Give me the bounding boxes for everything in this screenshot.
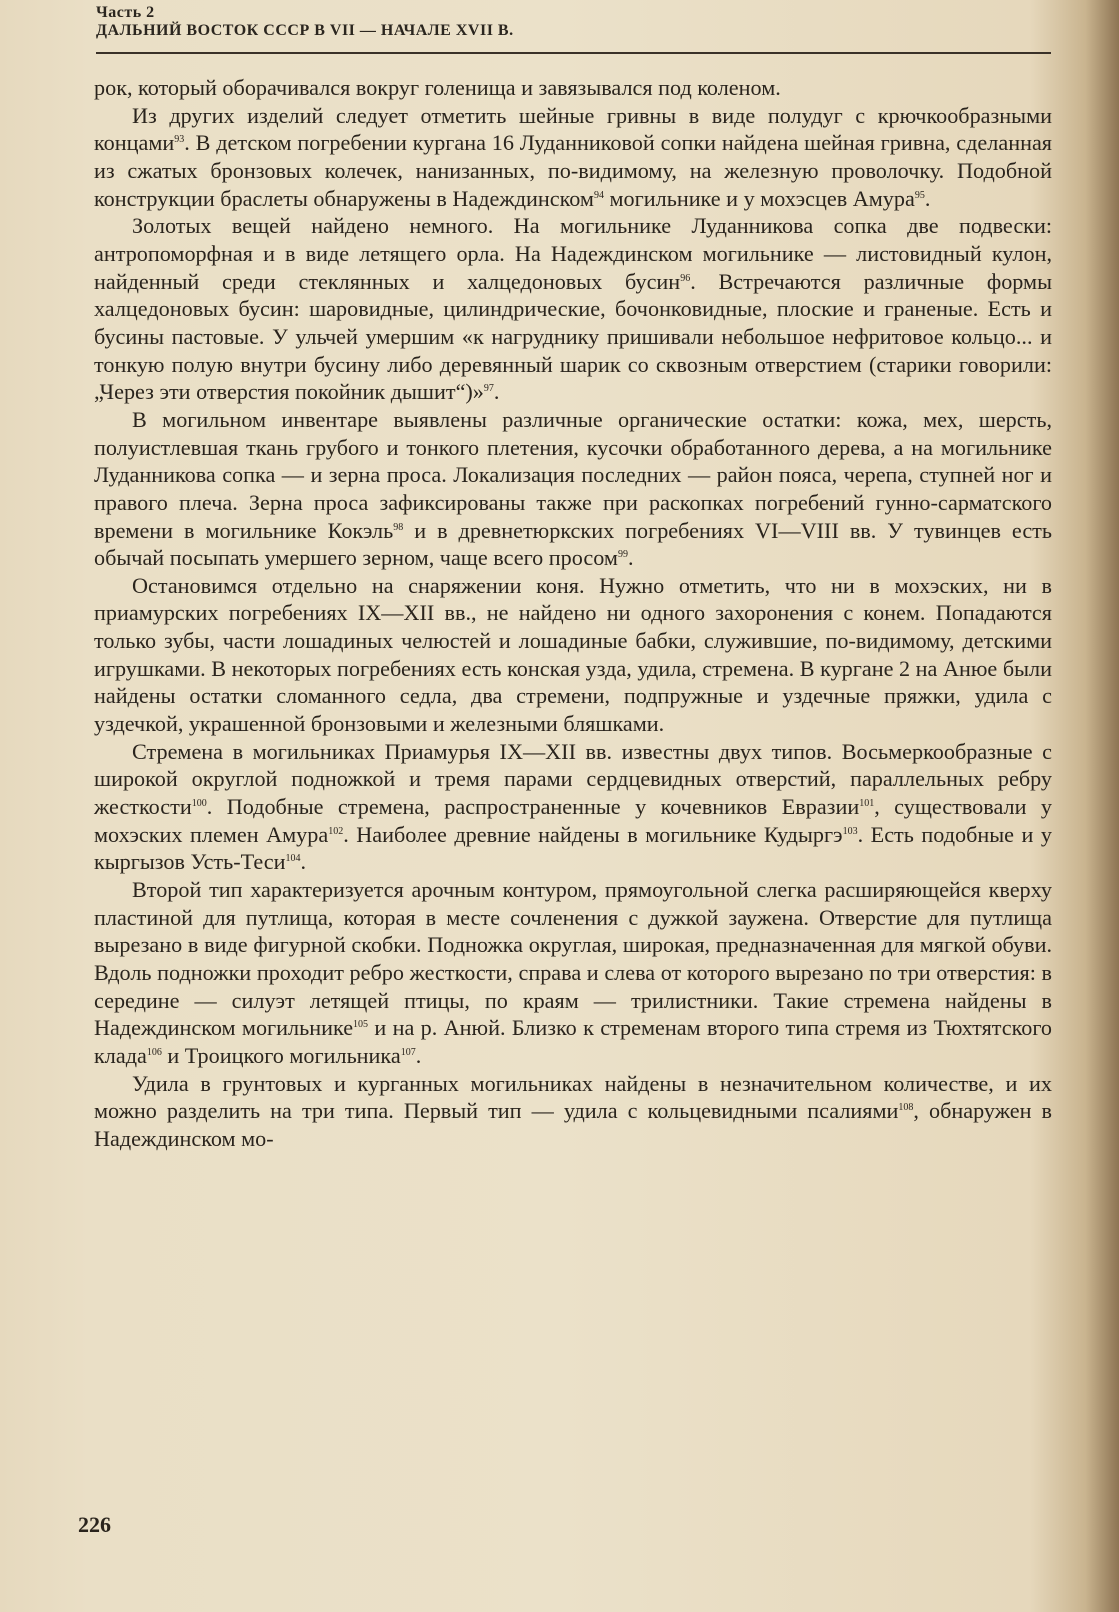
footnote-ref: 94 bbox=[593, 189, 604, 201]
text-run: Остановимся отдельно на снаряжении коня. Нужно отметить, что ни в мохэских, ни в приамурских погребениях IX—XII вв., не найдено ни одного захоронения с конем. Попадаются только зубы, части лошадиных челюстей и лошадиные бабки, служившие, по-видимому, детскими игрушками. В некоторых погребениях есть конская узда, удила, стремена. В кургане 2 на Анюе были найдены остатки сломанного седла, два стремени, подпружные и уздечные пряжки, удила с уздечкой, украшенной бронзовыми и железными бляшками. bbox=[94, 572, 1052, 737]
text-run: . bbox=[924, 185, 931, 211]
footnote-ref: 97 bbox=[483, 383, 494, 395]
footnote-ref: 96 bbox=[680, 272, 691, 284]
footnote-ref: 108 bbox=[898, 1102, 914, 1114]
body-text bbox=[94, 74, 1052, 1153]
text-run: , существовали у мохэских племен Амура bbox=[94, 794, 1052, 847]
text-run: . В детском погребении кургана 16 Луданниковой сопки найдена шейная гривна, сделанная из сжатых бронзовых колечек, нанизанных, по-видимому, на железную проволочку. Подобной конструкции браслеты обнаружены в Надеждинском bbox=[94, 130, 1052, 211]
footnote-ref: 93 bbox=[174, 134, 185, 146]
footnote-ref: 103 bbox=[842, 825, 858, 837]
text-run: рок, который оборачивался вокруг голенища и завязывался под коленом. bbox=[94, 75, 781, 100]
footnote-ref: 95 bbox=[914, 189, 925, 201]
text-run: Золотых вещей найдено немного. На могильнике Луданникова сопка две подвески: антропоморфная и в виде летящего орла. На Надеждинском могильнике — листовидный кулон, найденный среди стеклянных и халцедоновых бусин bbox=[94, 213, 1052, 294]
text-run: и Троицкого могильника bbox=[161, 1042, 401, 1068]
text-run: . bbox=[493, 379, 500, 405]
footnote-ref: 99 bbox=[617, 549, 628, 561]
running-header bbox=[96, 4, 1051, 40]
header-title: ДАЛЬНИЙ ВОСТОК СССР В VII — НАЧАЛЕ XVII В. bbox=[96, 22, 514, 39]
header-part: Часть 2 bbox=[96, 4, 155, 21]
paragraph-p4 bbox=[94, 572, 1052, 738]
text-run: . bbox=[627, 545, 634, 571]
paragraph-p5 bbox=[94, 738, 1052, 876]
text-run: В могильном инвентаре выявлены различные органические остатки: кожа, мех, шерсть, полуистлевшая ткань грубого и тонкого плетения, кусочки обработанного дерева, а на могильнике Луданникова сопка — и зерна проса. Локализация последних — район пояса, черепа, ступней ног и правого плеча. Зерна проса зафиксированы также при раскопках погребений гунно-сарматского времени в могильнике Кокэль bbox=[94, 406, 1052, 543]
paragraph-p6 bbox=[94, 876, 1052, 1070]
text-run: , обнаружен в Надеждинском мо- bbox=[94, 1098, 1052, 1151]
text-run: . Встречаются различные формы халцедоновых бусин: шаровидные, цилиндрические, бочонковидные, плоские и граненые. Есть и бусины пастовые. У ульчей умершим «к нагруднику пришивали небольшое нефритовое кольцо... и тонкую полую внутри бусину либо деревянный шарик со сквозным отверстием (старики говорили: „Через эти отверстия покойник дышит“)» bbox=[94, 268, 1052, 405]
footnote-ref: 107 bbox=[400, 1046, 416, 1058]
text-run: и в древнетюркских погребениях VI—VIII вв. У тувинцев есть обычай посыпать умершего зерном, чаще всего просом bbox=[94, 517, 1052, 571]
text-run: Второй тип характеризуется арочным контуром, прямоугольной слегка расширяющейся кверху пластиной для путлища, которая в месте сочленения с дужкой заужена. Отверстие для путлища вырезано в виде фигурной скобки. Подножка округлая, широкая, предназначенная для мягкой обуви. Вдоль подножки проходит ребро жесткости, справа и слева от которого вырезано по три отверстия: в середине — силуэт летящей птицы, по краям — трилистники. Такие стремена найдены в Надеждинском могильнике bbox=[94, 877, 1052, 1041]
text-run: Стремена в могильниках Приамурья IX—XII вв. известны двух типов. Восьмеркообразные с широкой округлой подножкой и тремя парами сердцевидных отверстий, параллельных ребру жесткости bbox=[94, 738, 1052, 820]
text-run: Из других изделий следует отметить шейные гривны в виде полудуг с крючкообразными концами bbox=[94, 102, 1052, 156]
text-run: . Есть подобные и у кыргызов Усть-Теси bbox=[94, 821, 1052, 875]
footnote-ref: 104 bbox=[285, 853, 301, 865]
text-run: . Подобные стремена, распространенные у кочевников Евразии bbox=[206, 794, 860, 820]
text-run: . Наиболее древние найдены в могильнике Кудыргэ bbox=[343, 821, 843, 847]
paragraph-p1 bbox=[94, 102, 1052, 213]
footnote-ref: 100 bbox=[191, 798, 207, 810]
text-run: и на р. Анюй. Близко к стременам второго типа стремя из Тюхтятского клада bbox=[94, 1015, 1052, 1068]
text-run: . bbox=[300, 849, 307, 875]
paragraph-p0 bbox=[94, 74, 1052, 102]
footnote-ref: 106 bbox=[146, 1046, 162, 1058]
footnote-ref: 105 bbox=[353, 1019, 369, 1031]
paragraph-p2 bbox=[94, 212, 1052, 406]
text-run: . bbox=[415, 1042, 422, 1068]
header-rule bbox=[96, 52, 1051, 54]
text-run: Удила в грунтовых и курганных могильниках найдены в незначительном количестве, и их можно разделить на три типа. Первый тип — удила с кольцевидными псалиями bbox=[94, 1070, 1052, 1124]
footnote-ref: 102 bbox=[328, 825, 344, 837]
text-run: могильнике и у мохэсцев Амура bbox=[603, 185, 915, 211]
footnote-ref: 98 bbox=[393, 521, 404, 533]
page-number: 226 bbox=[78, 1512, 111, 1537]
footnote-ref: 101 bbox=[859, 798, 875, 810]
paragraph-p3 bbox=[94, 406, 1052, 572]
paragraph-p7 bbox=[94, 1070, 1052, 1153]
